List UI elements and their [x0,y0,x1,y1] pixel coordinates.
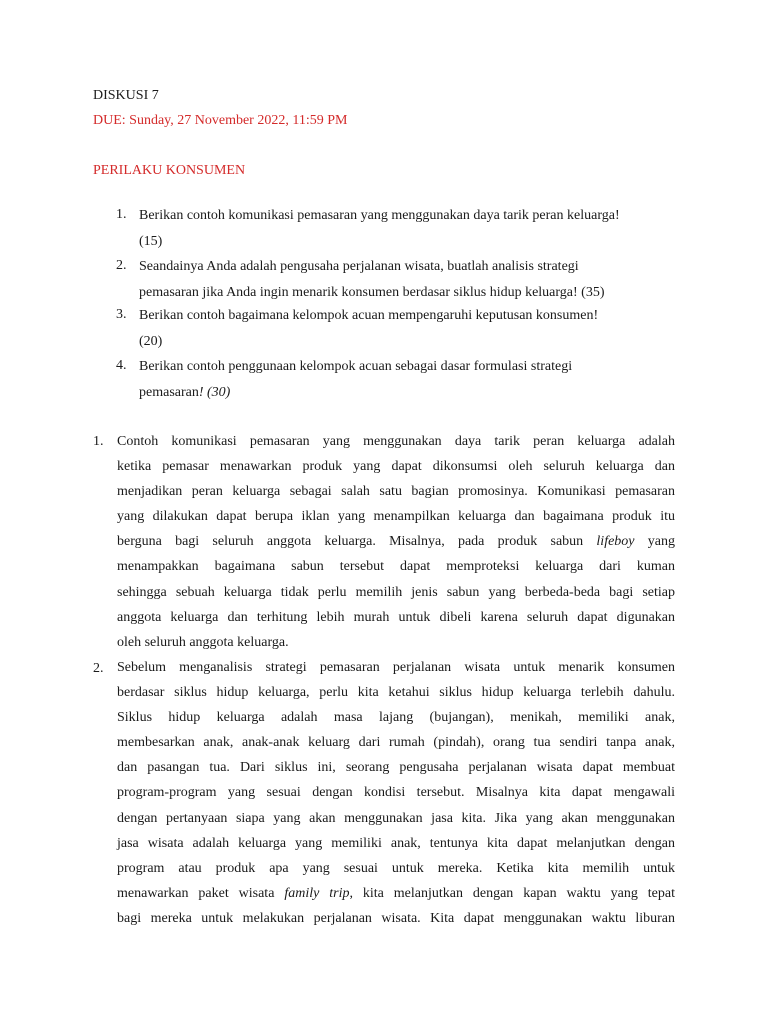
question-item [139,254,679,305]
answer-line: yang dilakukan dapat berupa iklan yang menampilkan keluarga dan bagaimana produk itu [117,509,675,525]
answer-line: program atau produk apa yang sesuai untuk mereka. Ketika kita memilih untuk [117,860,675,876]
answer-line: Siklus hidup keluarga adalah masa lajang (bujangan), menikah, memiliki anak, [117,710,675,726]
question-score-italic: ! (30) [198,384,231,400]
answer-line: dan pasangan tua. Dari siklus ini, seorang pengusaha perjalanan wisata dapat membuat [117,760,675,776]
question-line: Berikan contoh bagaimana kelompok acuan mempengaruhi keputusan konsumen! [139,308,599,323]
answer-line-text: menawarkan paket wisata [117,885,285,901]
answer-line: sehingga sebuah keluarga tidak perlu memilih jenis sabun yang berbeda-beda bagi setiap [117,584,675,600]
question-line [139,380,679,406]
question-number: 2. [116,258,127,273]
answer-line [117,881,675,906]
question-line: (20) [139,333,163,349]
question-item [139,203,679,254]
answer-line-tail: , kita melanjutkan dengan kapan waktu yang tepat [349,885,675,901]
answer-line-tail: yang [634,534,675,550]
question-line: Berikan contoh komunikasi pemasaran yang menggunakan daya tarik peran keluarga! [139,208,620,223]
question-item [139,354,679,405]
answer-line [117,529,675,554]
question-number: 1. [116,207,127,222]
answer-line: jasa wisata adalah keluarga yang memiliki anak, tentunya kita dapat melanjutkan dengan [117,835,675,851]
answer-number: 2. [93,661,104,676]
answer-line: dengan pertanyaan siapa yang akan menggunakan jasa kita. Jika yang akan menggunakan [117,810,675,826]
question-line: (15) [139,233,163,249]
topic-heading: PERILAKU KONSUMEN [93,163,246,178]
document-title: DISKUSI 7 [93,88,159,103]
question-number: 4. [116,358,127,373]
answer-number: 1. [93,434,104,449]
answer-line: bagi mereka untuk melakukan perjalanan wisata. Kita dapat menggunakan waktu liburan [117,910,675,926]
answer-line-text: berguna bagi seluruh anggota keluarga. Misalnya, pada produk sabun [117,534,597,550]
question-line: Berikan contoh penggunaan kelompok acuan sebagai dasar formulasi strategi [139,359,573,374]
brand-name-italic: lifeboy [596,534,635,550]
due-date: DUE: Sunday, 27 November 2022, 11:59 PM [93,113,348,128]
answer-line: membesarkan anak, anak-anak keluarg dari rumah (pindah), orang tua sendiri tanpa anak, [117,735,675,751]
answer-paragraph [117,429,675,655]
question-line-text: pemasaran [139,384,199,400]
answer-line: ketika pemasar menawarkan produk yang dapat dikonsumsi oleh seluruh keluarga dan [117,459,675,475]
question-line: pemasaran jika Anda ingin menarik konsumen berdasar siklus hidup keluarga! (35) [139,284,605,300]
answer-line: program-program yang sesuai dengan kondisi tersebut. Misalnya kita dapat mengawali [117,785,675,801]
answer-line: oleh seluruh anggota keluarga. [117,634,289,650]
answer-paragraph [117,655,675,931]
package-name-italic: family trip [284,885,350,901]
answer-line: Contoh komunikasi pemasaran yang menggunakan daya tarik peran keluarga adalah [117,434,675,449]
answer-line: menampakkan bagaimana sabun tersebut dapat memproteksi keluarga dari kuman [117,559,675,575]
question-line: Seandainya Anda adalah pengusaha perjalanan wisata, buatlah analisis strategi [139,259,579,274]
answer-line: Sebelum menganalisis strategi pemasaran perjalanan wisata untuk menarik konsumen [117,660,675,675]
answer-line: menjadikan peran keluarga sebagai salah satu bagian promosinya. Komunikasi pemasaran [117,484,675,500]
answer-line: anggota keluarga dan terhitung lebih murah untuk dibeli karena seluruh dapat digunakan [117,609,675,625]
question-item [139,303,679,354]
question-number: 3. [116,307,127,322]
answer-line: berdasar siklus hidup keluarga, perlu kita ketahui siklus hidup keluarga terlebih dahulu. [117,685,675,701]
